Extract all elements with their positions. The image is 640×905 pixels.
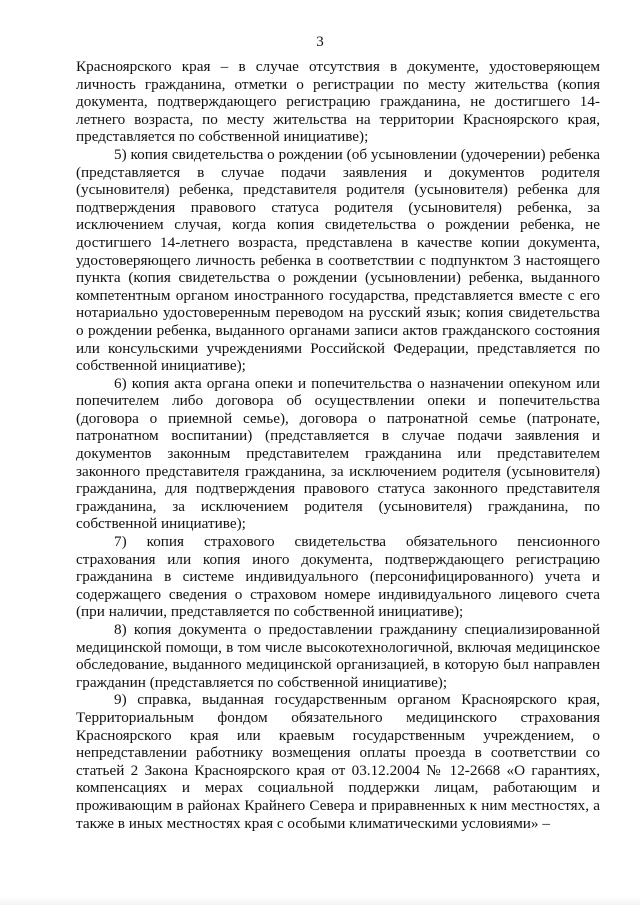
paragraph-item-7: 7) копия страхового свидетельства обязательного пенсионного страхования или копия иного документа, подтверждающего регистрацию гражданина в системе индивидуального (персонифицированного) учета и содержащего сведения о страховом номере индивидуального лицевого счета (при наличии, представляется по собственной инициативе); [76, 533, 600, 621]
paragraph-item-5: 5) копия свидетельства о рождении (об усыновлении (удочерении) ребенка (представляется в случае подачи заявления и документов родителя (усыновителя) ребенка, представителя родителя (усыновителя) ребенка для подтверждения правового статуса родителя (усыновителя) ребенка, за исключением случая, когда копия свидетельства о рождении ребенка, не достигшего 14-летнего возраста, представлена в качестве копии документа, удостоверяющего личность ребенка в соответствии с подпунктом 3 настоящего пункта (копия свидетельства о рождении (усыновлении) ребенка, выданного компетентным органом иностранного государства, представляется вместе с его нотариально удостоверенным переводом на русский язык; копия свидетельства о рождении ребенка, выданного органами записи актов гражданского состояния или консульскими учреждениями Российской Федерации, представляется по собственной инициативе); [76, 145, 600, 375]
paragraph-item-9: 9) справка, выданная государственным органом Красноярского края, Территориальным фондом обязательного медицинского страхования Красноярского края или краевым государственным учреждением, о непредставлении работнику возмещения оплаты проезда в соответствии со статьей 2 Закона Красноярского края от 03.12.2004 № 12-2668 «О гарантиях, компенсациях и мерах социальной поддержки лицам, работающим и проживающим в районах Крайнего Севера и приравненных к ним местностях, а также в иных местностях края с особыми климатическими условиями» – [76, 691, 600, 832]
paragraph-item-6: 6) копия акта органа опеки и попечительства о назначении опекуном или попечителем либо договора об осуществлении опеки и попечительства (договора о приемной семье), договора о патронатной семье (патронате, патронатном воспитании) (представляется в случае подачи заявления и документов законным представителем гражданина или представителем законного представителя гражданина, за исключением родителя (усыновителя) гражданина, для подтверждения правового статуса законного представителя гражданина, за исключением родителя (усыновителя) гражданина, по собственной инициативе); [76, 374, 600, 533]
document-body [76, 58, 600, 832]
page-number: 3 [316, 34, 324, 50]
paragraph-continuation: Красноярского края – в случае отсутствия в документе, удостоверяющем личность гражданина, отметки о регистрации по месту жительства (копия документа, подтверждающего регистрацию гражданина, не достигшего 14-летнего возраста, по месту жительства на территории Красноярского края, представляется по собственной инициативе); [76, 58, 600, 146]
paragraph-item-8: 8) копия документа о предоставлении гражданину специализированной медицинской помощи, в том числе высокотехнологичной, включая медицинское обследование, выданного медицинской организацией, в которую был направлен гражданин (представляется по собственной инициативе); [76, 621, 600, 691]
scan-edge-shading [0, 897, 640, 905]
